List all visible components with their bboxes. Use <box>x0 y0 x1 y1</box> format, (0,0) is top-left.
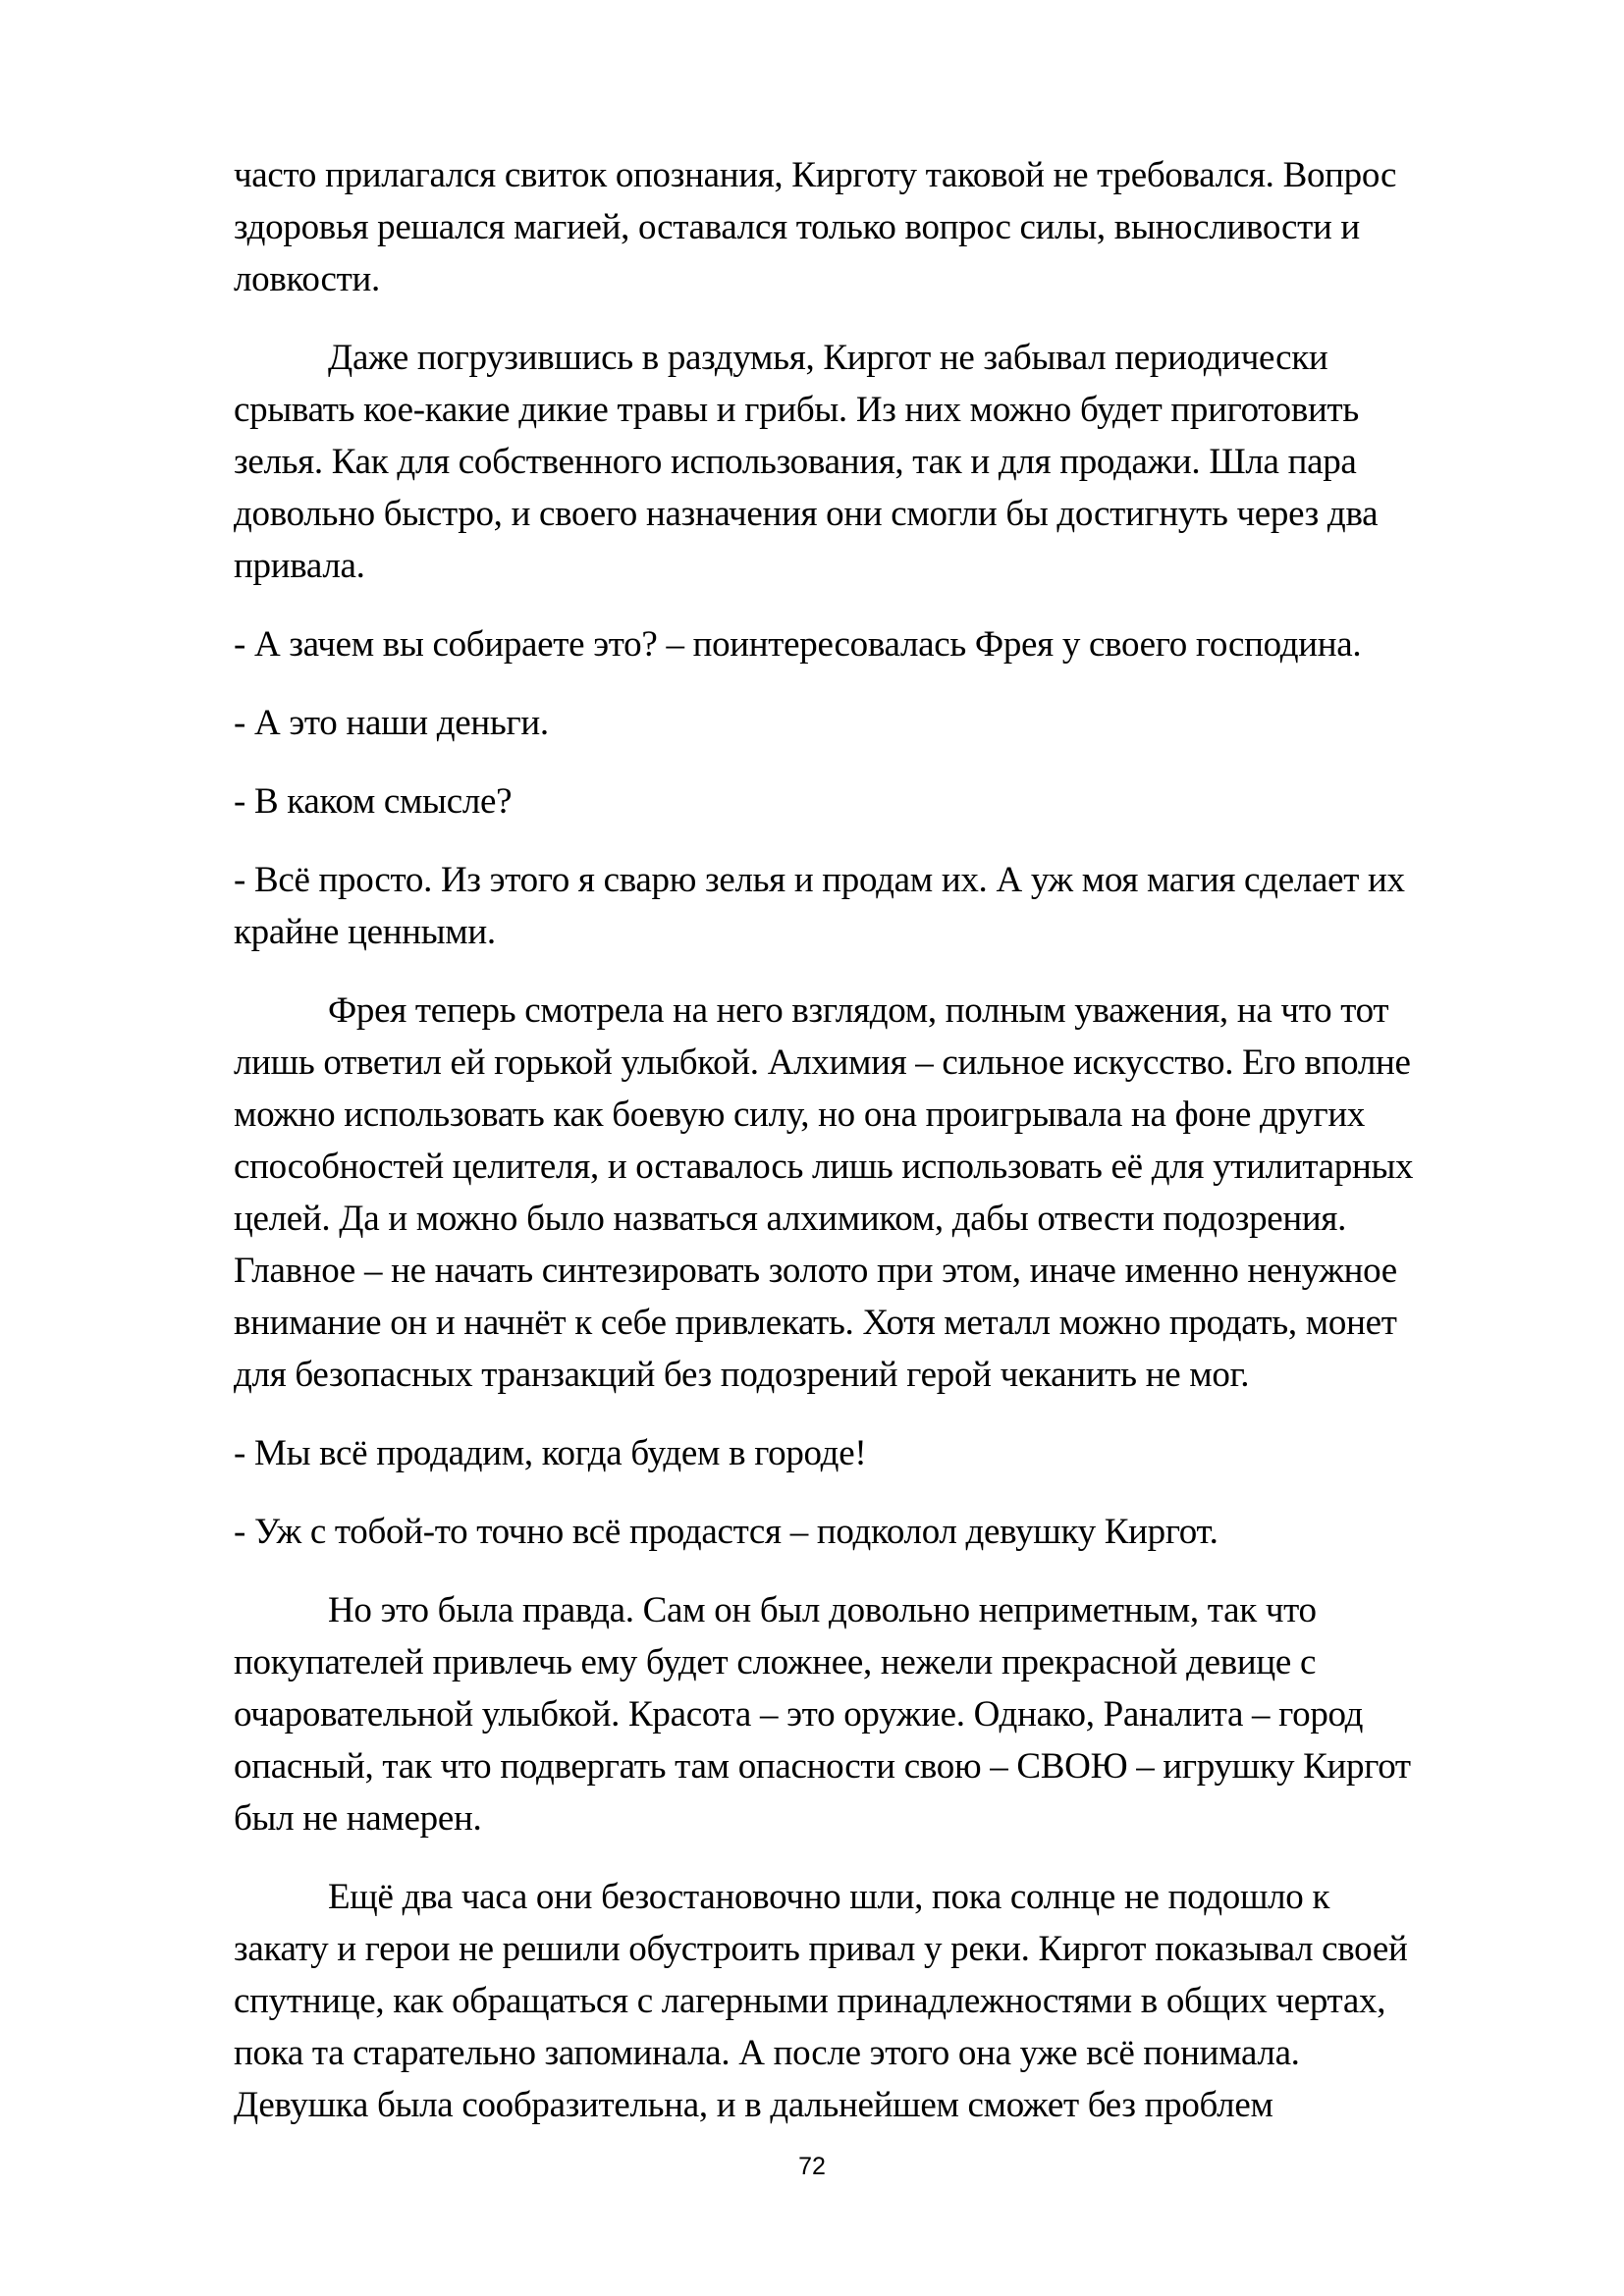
text-line: спутнице, как обращаться с лагерными принадлежностями в общих чертах, <box>234 1981 1386 2021</box>
text-line: закату и герои не решили обустроить привал у реки. Киргот показывал своей <box>234 1929 1408 1969</box>
text-line: - А это наши деньги. <box>234 703 549 743</box>
text-line: был не намерен. <box>234 1798 482 1839</box>
text-line: Девушка была сообразительна, и в дальнейшем сможет без проблем <box>234 2085 1273 2125</box>
text-line: крайне ценными. <box>234 912 496 952</box>
text-line: здоровья решался магией, оставался только вопрос силы, выносливости и <box>234 207 1360 247</box>
text-line: Но это была правда. Сам он был довольно неприметным, так что <box>328 1590 1317 1630</box>
text-line: часто прилагался свиток опознания, Кирготу таковой не требовался. Вопрос <box>234 155 1397 195</box>
text-line: для безопасных транзакций без подозрений герой чеканить не мог. <box>234 1355 1250 1395</box>
text-line: - Уж с тобой-то точно всё продастся – подколол девушку Киргот. <box>234 1512 1218 1552</box>
text-line: зелья. Как для собственного использования, так и для продажи. Шла пара <box>234 442 1357 482</box>
text-line: - А зачем вы собираете это? – поинтересовалась Фрея у своего господина. <box>234 624 1362 665</box>
text-line: лишь ответил ей горькой улыбкой. Алхимия – сильное искусство. Его вполне <box>234 1042 1411 1083</box>
text-line: способностей целителя, и оставалось лишь использовать её для утилитарных <box>234 1147 1414 1187</box>
text-line: - Мы всё продадим, когда будем в городе! <box>234 1433 867 1473</box>
paragraph-continuation <box>234 149 1530 305</box>
paragraph-narrative <box>234 332 1530 592</box>
text-line: очаровательной улыбкой. Красота – это оружие. Однако, Раналита – город <box>234 1694 1364 1735</box>
text-line: целей. Да и можно было назваться алхимиком, дабы отвести подозрения. <box>234 1199 1347 1239</box>
dialogue-line <box>234 1506 1530 1558</box>
dialogue-line <box>234 775 1530 828</box>
dialogue-line <box>234 618 1530 670</box>
text-line: Главное – не начать синтезировать золото при этом, иначе именно ненужное <box>234 1251 1397 1291</box>
text-line: покупателей привлечь ему будет сложнее, нежели прекрасной девице с <box>234 1642 1317 1682</box>
text-line: пока та старательно запоминала. А после этого она уже всё понимала. <box>234 2033 1300 2073</box>
text-line: довольно быстро, и своего назначения они смогли бы достигнуть через два <box>234 494 1379 534</box>
text-line: ловкости. <box>234 259 380 299</box>
text-line: срывать кое-какие дикие травы и грибы. Из них можно будет приготовить <box>234 390 1359 430</box>
dialogue-line <box>234 1427 1530 1479</box>
text-line: привала. <box>234 546 365 586</box>
text-line: опасный, так что подвергать там опасности свою – СВОЮ – игрушку Киргот <box>234 1746 1411 1787</box>
dialogue-line <box>234 854 1530 958</box>
text-line: Даже погрузившись в раздумья, Киргот не забывал периодически <box>328 338 1328 378</box>
page-number: 72 <box>798 2153 826 2180</box>
paragraph-narrative <box>234 985 1530 1401</box>
document-page-body <box>234 149 1530 2158</box>
text-line: Фрея теперь смотрела на него взглядом, полным уважения, на что тот <box>328 990 1389 1031</box>
text-line: Ещё два часа они безостановочно шли, пока солнце не подошло к <box>328 1877 1330 1917</box>
paragraph-narrative <box>234 1584 1530 1844</box>
paragraph-narrative <box>234 1871 1530 2131</box>
text-line: - В каком смысле? <box>234 781 513 822</box>
text-line: внимание он и начнёт к себе привлекать. Хотя металл можно продать, монет <box>234 1303 1397 1343</box>
text-line: - Всё просто. Из этого я сварю зелья и продам их. А уж моя магия сделает их <box>234 860 1405 900</box>
text-line: можно использовать как боевую силу, но она проигрывала на фоне других <box>234 1095 1366 1135</box>
dialogue-line <box>234 697 1530 749</box>
